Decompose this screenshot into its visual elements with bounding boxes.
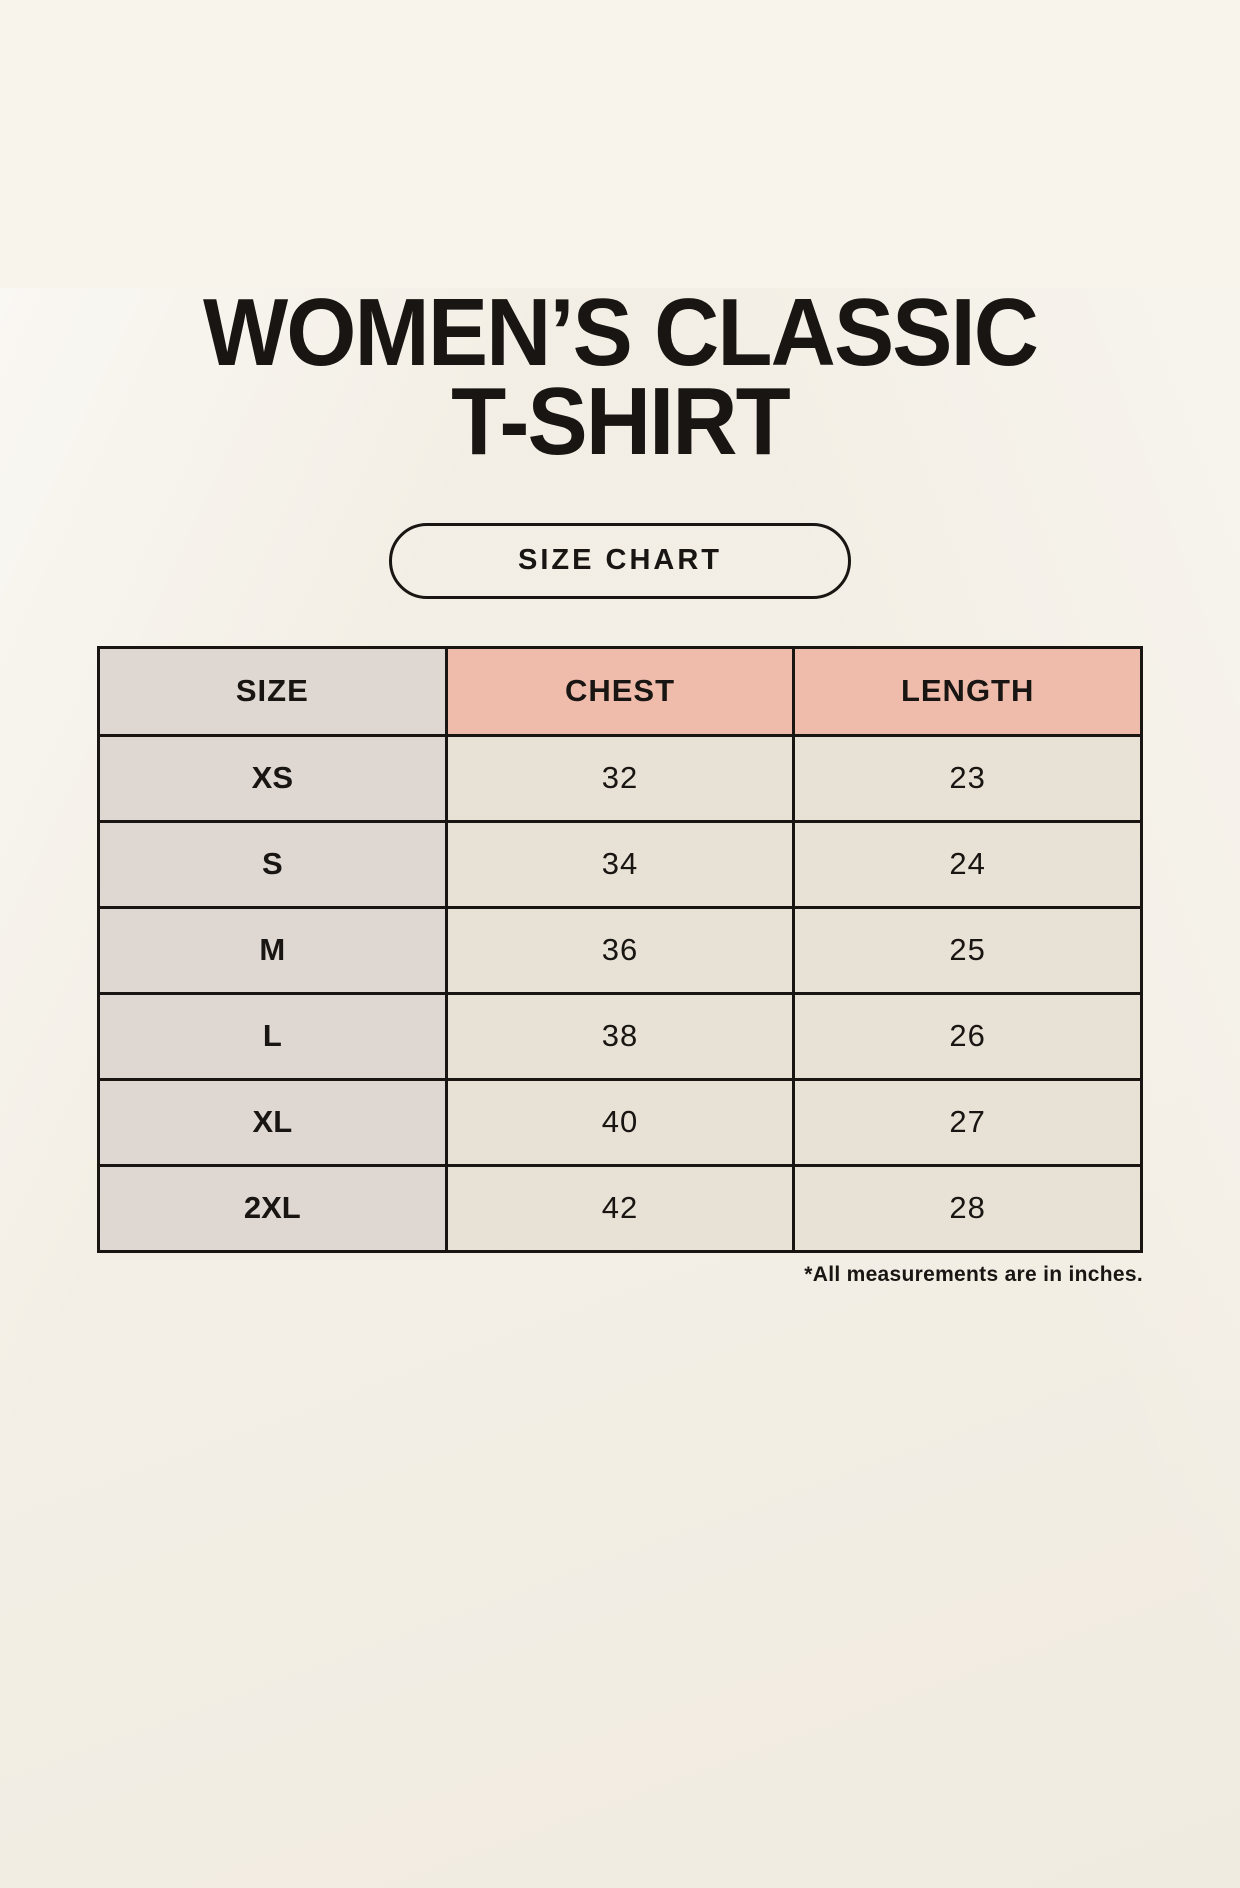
table-row (99, 907, 1142, 993)
cell-chest: 38 (446, 993, 794, 1079)
measurements-footnote: *All measurements are in inches. (804, 1262, 1143, 1286)
cell-length: 23 (794, 735, 1142, 821)
page-title-line1: WOMEN’S CLASSIC (202, 279, 1038, 386)
page-title-line2: T-SHIRT (451, 368, 789, 476)
size-chart-table-container (97, 646, 1143, 1253)
table-row (99, 1165, 1142, 1251)
cell-length: 25 (794, 907, 1142, 993)
column-header-size: SIZE (99, 647, 447, 735)
cell-size: S (99, 821, 447, 907)
cell-chest: 40 (446, 1079, 794, 1165)
cell-chest: 34 (446, 821, 794, 907)
cell-chest: 32 (446, 735, 794, 821)
cell-size: L (99, 993, 447, 1079)
cell-size: 2XL (99, 1165, 447, 1251)
size-chart-page (0, 279, 1240, 1287)
page-title (37, 279, 1203, 476)
cell-chest: 36 (446, 907, 794, 993)
cell-length: 24 (794, 821, 1142, 907)
column-header-chest: CHEST (446, 647, 794, 735)
table-row (99, 993, 1142, 1079)
cell-length: 28 (794, 1165, 1142, 1251)
size-chart-table (97, 646, 1143, 1253)
table-row (99, 821, 1142, 907)
cell-size: XS (99, 735, 447, 821)
size-chart-button[interactable]: SIZE CHART (389, 523, 851, 599)
cell-chest: 42 (446, 1165, 794, 1251)
table-row (99, 1079, 1142, 1165)
cell-length: 26 (794, 993, 1142, 1079)
cell-size: M (99, 907, 447, 993)
table-header-row (99, 647, 1142, 735)
table-row (99, 735, 1142, 821)
column-header-length: LENGTH (794, 647, 1142, 735)
cell-size: XL (99, 1079, 447, 1165)
cell-length: 27 (794, 1079, 1142, 1165)
